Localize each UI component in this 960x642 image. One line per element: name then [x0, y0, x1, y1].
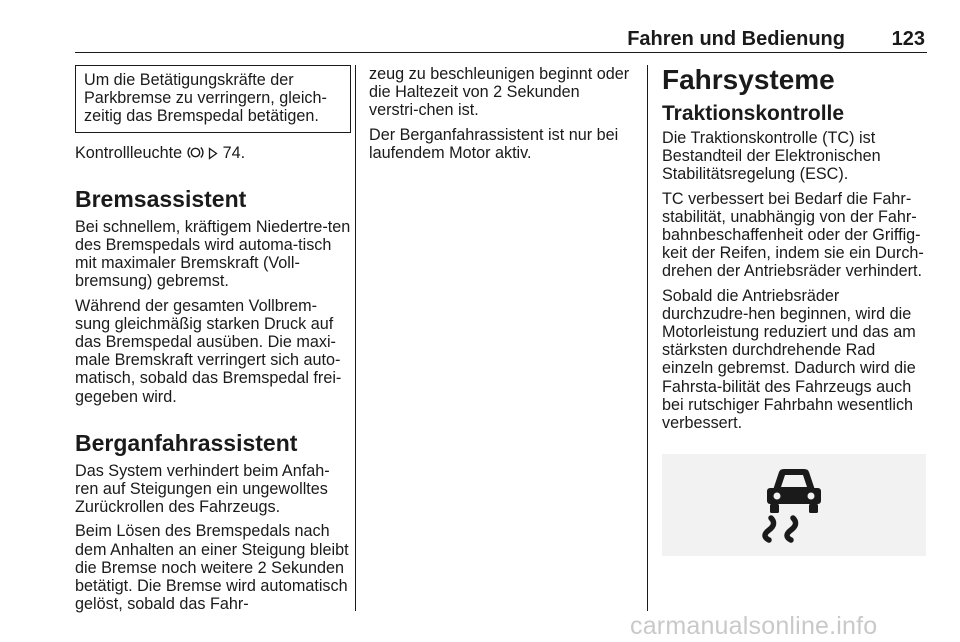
paragraph: Das System verhindert beim Anfah-ren auf Steigungen ein ungewolltes Zurückrollen des Fahrzeugs. [75, 461, 330, 517]
chapter-heading: Fahrsysteme [662, 64, 835, 95]
column-right [662, 65, 926, 556]
indicator-page-ref: 74. [222, 143, 246, 162]
brake-warning-icon [187, 145, 204, 160]
header-title: Fahren und Bedienung [627, 28, 845, 50]
paragraph: TC verbessert bei Bedarf die Fahr-stabilität, unabhängig von der Fahr-bahnbeschaffenheit oder der Griffig-keit der Reifen, indem sie ein Durch-drehen der Antriebsräder verhindert. [662, 189, 924, 281]
traction-control-figure [662, 454, 926, 556]
paragraph: Bei schnellem, kräftigem Niedertre-ten des Bremspedals wird automa-tisch mit maximaler Bremskraft (Voll-bremsung) gebremst. [75, 217, 351, 291]
page-number: 123 [891, 28, 925, 50]
traction-control-icon [749, 460, 839, 550]
paragraph: Beim Lösen des Bremspedals nach dem Anhalten an einer Steigung bleibt die Bremse noch weitere 2 Sekunden betätigt. Die Bremse wird automatisch gelöst, sobald das Fahr- [75, 522, 349, 614]
column-divider [647, 65, 648, 611]
note-box [75, 65, 351, 133]
paragraph: Der Berganfahrassistent ist nur bei laufendem Motor aktiv. [369, 125, 619, 162]
section-heading-berganfahrassistent: Berganfahrassistent [75, 429, 298, 456]
page-header [75, 28, 927, 53]
note-text: Um die Betätigungskräfte der Parkbremse zu verringern, gleich-zeitig das Bremspedal betätigen. [84, 71, 327, 126]
page-reference-icon [208, 147, 218, 160]
section-heading-bremsassistent: Bremsassistent [75, 185, 247, 212]
paragraph: zeug zu beschleunigen beginnt oder die Haltezeit von 2 Sekunden verstri-chen ist. [369, 65, 630, 120]
section-heading-traktionskontrolle: Traktionskontrolle [662, 102, 845, 125]
paragraph: Sobald die Antriebsräder durchzudre-hen beginnen, wird die Motorleistung reduziert und das am stärksten durchdrehende Rad einzeln gebremst. Dadurch wird die Fahrsta-bilität des Fahrzeugs auch bei rutschiger Fahrbahn wesentlich verbessert. [662, 286, 916, 433]
watermark: carmanualsonline.info [630, 612, 878, 640]
paragraph: Während der gesamten Vollbrem-sung gleichmäßig starken Druck auf das Bremspedal ausüben. Die maxi-male Bremskraft verringert sich auto-matisch, sobald das Bremspedal frei-gegeben wird. [75, 296, 342, 406]
column-left [75, 65, 351, 619]
paragraph: Die Traktionskontrolle (TC) ist Bestandteil der Elektronischen Stabilitätsregelung (ESC). [662, 129, 881, 184]
indicator-reference [75, 144, 351, 162]
indicator-label: Kontrollleuchte [75, 143, 183, 162]
column-divider [355, 65, 356, 611]
column-middle [369, 65, 631, 168]
